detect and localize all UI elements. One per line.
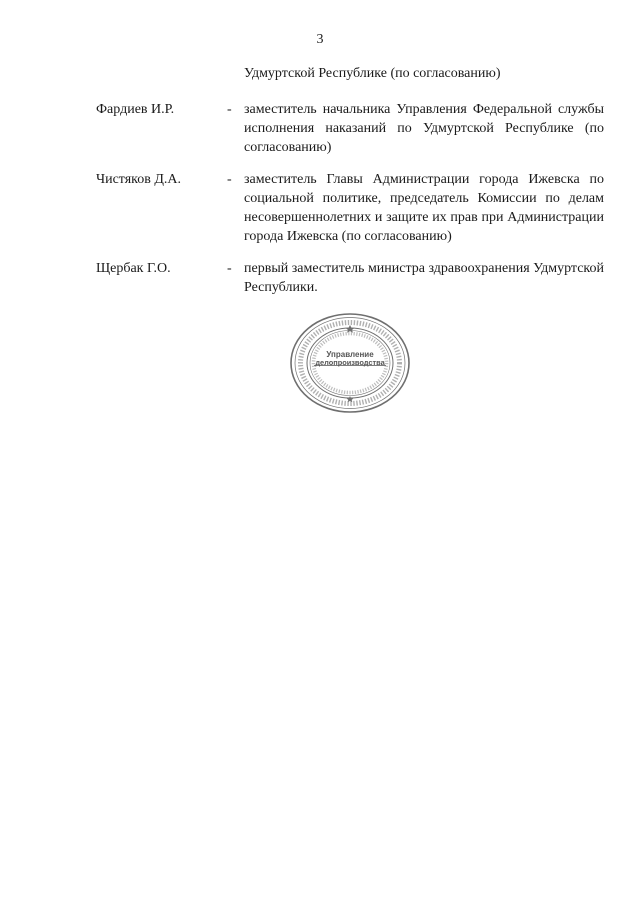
member-dash: -	[227, 261, 232, 276]
member-dash: -	[227, 102, 232, 117]
member-entry	[96, 100, 604, 157]
continuation-line: Удмуртской Республике (по согласованию)	[244, 66, 501, 81]
stamp-seal-icon	[289, 312, 411, 414]
member-position: первый заместитель министра здравоохранения Удмуртской Республики.	[244, 261, 604, 295]
member-entry	[96, 259, 604, 297]
member-position: заместитель Главы Администрации города Ижевска по социальной политике, председатель Комиссии по делам несовершеннолетних и защите их прав при Администрации города Ижевска (по согласованию)	[244, 172, 604, 244]
member-entry	[96, 170, 604, 246]
member-name: Щербак Г.О.	[96, 261, 171, 276]
member-dash: -	[227, 172, 232, 187]
stamp-center-line-1: Управление	[326, 350, 374, 359]
official-stamp	[289, 312, 411, 414]
member-name: Чистяков Д.А.	[96, 172, 182, 187]
stamp-center-line-2: делопроизводства	[315, 358, 385, 367]
member-name: Фардиев И.Р.	[96, 102, 175, 117]
page-number: 3	[316, 32, 324, 47]
member-position: заместитель начальника Управления Федеральной службы исполнения наказаний по Удмуртской Республике (по согласованию)	[244, 102, 604, 155]
